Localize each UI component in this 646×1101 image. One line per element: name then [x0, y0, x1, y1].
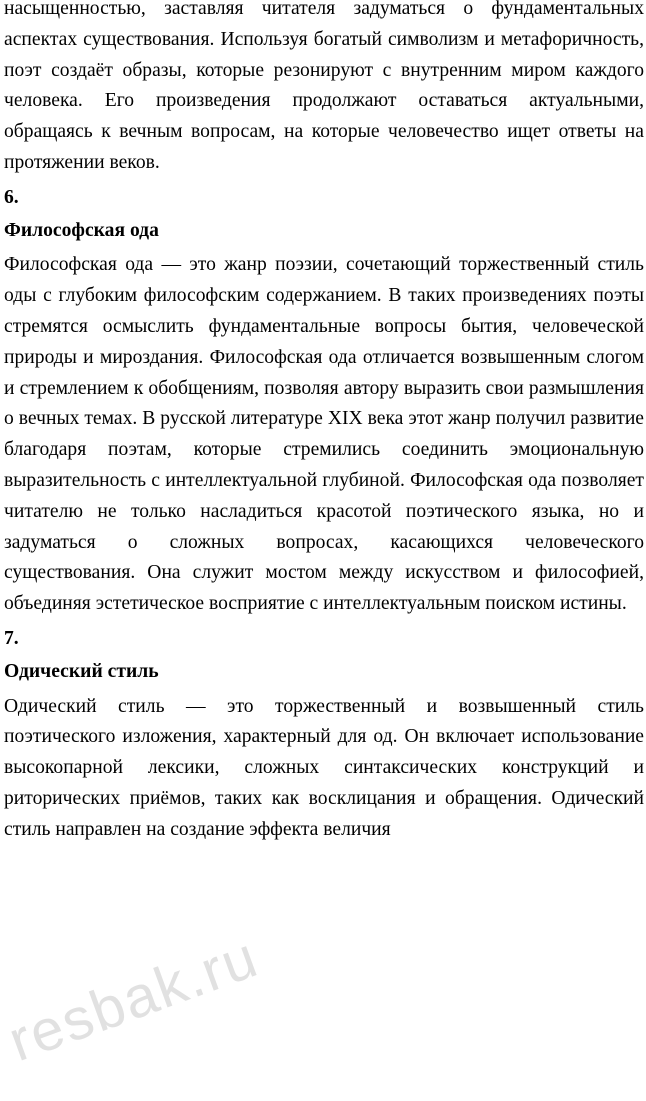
- section-number: 6.: [4, 186, 19, 208]
- intro-paragraph: насыщенностью, заставляя читателя задуматься о фундаментальных аспектах существования. Используя богатый символизм и метафоричность, поэт создаёт образы, которые резонируют с внутренним миром каждого человека. Его произведения продолжают оставаться актуальными, обращаясь к вечным вопросам, на которые человечество ищет ответы на протяжении веков.: [4, 0, 644, 173]
- section-heading: Одический стиль: [4, 660, 159, 682]
- section-paragraph: Одический стиль — это торжественный и возвышенный стиль поэтического изложения, характерный для од. Он включает использование высокопарной лексики, сложных синтаксических конструкций и риторических приёмов, таких как восклицания и обращения. Одический стиль направлен на создание эффекта величия: [4, 695, 644, 840]
- section-paragraph: Философская ода — это жанр поэзии, сочетающий торжественный стиль оды с глубоким философским содержанием. В таких произведениях поэты стремятся осмыслить фундаментальные вопросы бытия, человеческой природы и мироздания. Философская ода отличается возвышенным слогом и стремлением к обобщениям, позволяя автору выразить свои размышления о вечных темах. В русской литературе XIX века этот жанр получил развитие благодаря поэтам, которые стремились соединить эмоциональную выразительность с интеллектуальной глубиной. Философская ода позволяет читателю не только насладиться красотой поэтического языка, но и задуматься о сложных вопросах, касающихся человеческого существования. Она служит мостом между искусством и философией, объединяя эстетическое восприятие с интеллектуальным поиском истины.: [4, 254, 644, 615]
- section-heading: Философская ода: [4, 219, 159, 241]
- section-number: 7.: [4, 627, 19, 649]
- watermark: resbak.ru: [0, 924, 267, 1075]
- document-page: [4, 0, 644, 846]
